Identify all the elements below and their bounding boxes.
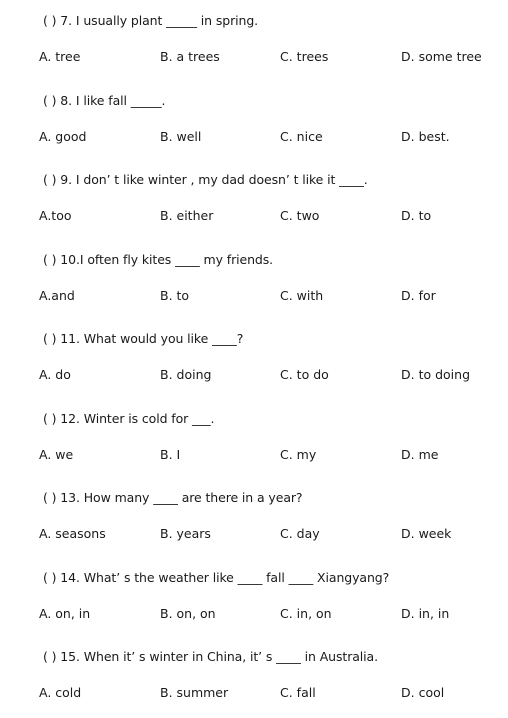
option-a: A. seasons — [39, 526, 106, 541]
option-b: B. I — [160, 447, 181, 462]
option-c: C. in, on — [280, 606, 332, 621]
option-d: D. week — [401, 526, 452, 541]
option-c: C. fall — [280, 685, 316, 700]
option-a: A. cold — [39, 685, 82, 700]
option-d: D. to — [401, 208, 432, 223]
option-c: C. with — [280, 288, 324, 303]
option-a: A. on, in — [39, 606, 91, 621]
question-stem: ( ) 7. I usually plant _____ in spring. — [43, 13, 259, 28]
option-b: B. on, on — [160, 606, 216, 621]
question-stem: ( ) 14. What’ s the weather like ____ fall ____ Xiangyang? — [43, 570, 390, 585]
option-d: D. for — [401, 288, 436, 303]
option-a: A.too — [39, 208, 72, 223]
option-c: C. my — [280, 447, 317, 462]
option-b: B. either — [160, 208, 214, 223]
option-a: A. tree — [39, 49, 81, 64]
question-stem: ( ) 8. I like fall _____. — [43, 93, 166, 108]
answer-options — [0, 685, 508, 705]
option-c: C. day — [280, 526, 320, 541]
question-stem: ( ) 9. I don’ t like winter , my dad doesn’ t like it ____. — [43, 172, 368, 187]
option-b: B. summer — [160, 685, 229, 700]
option-d: D. me — [401, 447, 439, 462]
answer-options — [0, 288, 508, 308]
question-stem: ( ) 11. What would you like ____? — [43, 331, 244, 346]
question-stem: ( ) 10.I often fly kites ____ my friends. — [43, 252, 274, 267]
option-a: A.and — [39, 288, 75, 303]
option-b: B. years — [160, 526, 211, 541]
option-b: B. well — [160, 129, 202, 144]
option-c: C. to do — [280, 367, 329, 382]
option-c: C. nice — [280, 129, 323, 144]
answer-options — [0, 129, 508, 149]
option-a: A. do — [39, 367, 71, 382]
option-a: A. we — [39, 447, 74, 462]
answer-options — [0, 606, 508, 626]
option-c: C. two — [280, 208, 320, 223]
question-stem: ( ) 15. When it’ s winter in China, it’ s ____ in Australia. — [43, 649, 378, 664]
option-d: D. some tree — [401, 49, 482, 64]
option-d: D. to doing — [401, 367, 471, 382]
question-stem: ( ) 12. Winter is cold for ___. — [43, 411, 215, 426]
option-c: C. trees — [280, 49, 329, 64]
option-a: A. good — [39, 129, 87, 144]
option-b: B. a trees — [160, 49, 220, 64]
answer-options — [0, 208, 508, 228]
option-d: D. best. — [401, 129, 450, 144]
option-d: D. in, in — [401, 606, 450, 621]
answer-options — [0, 526, 508, 546]
answer-options — [0, 447, 508, 467]
option-b: B. to — [160, 288, 190, 303]
answer-options — [0, 49, 508, 69]
option-b: B. doing — [160, 367, 212, 382]
answer-options — [0, 367, 508, 387]
option-d: D. cool — [401, 685, 445, 700]
question-stem: ( ) 13. How many ____ are there in a year? — [43, 490, 303, 505]
